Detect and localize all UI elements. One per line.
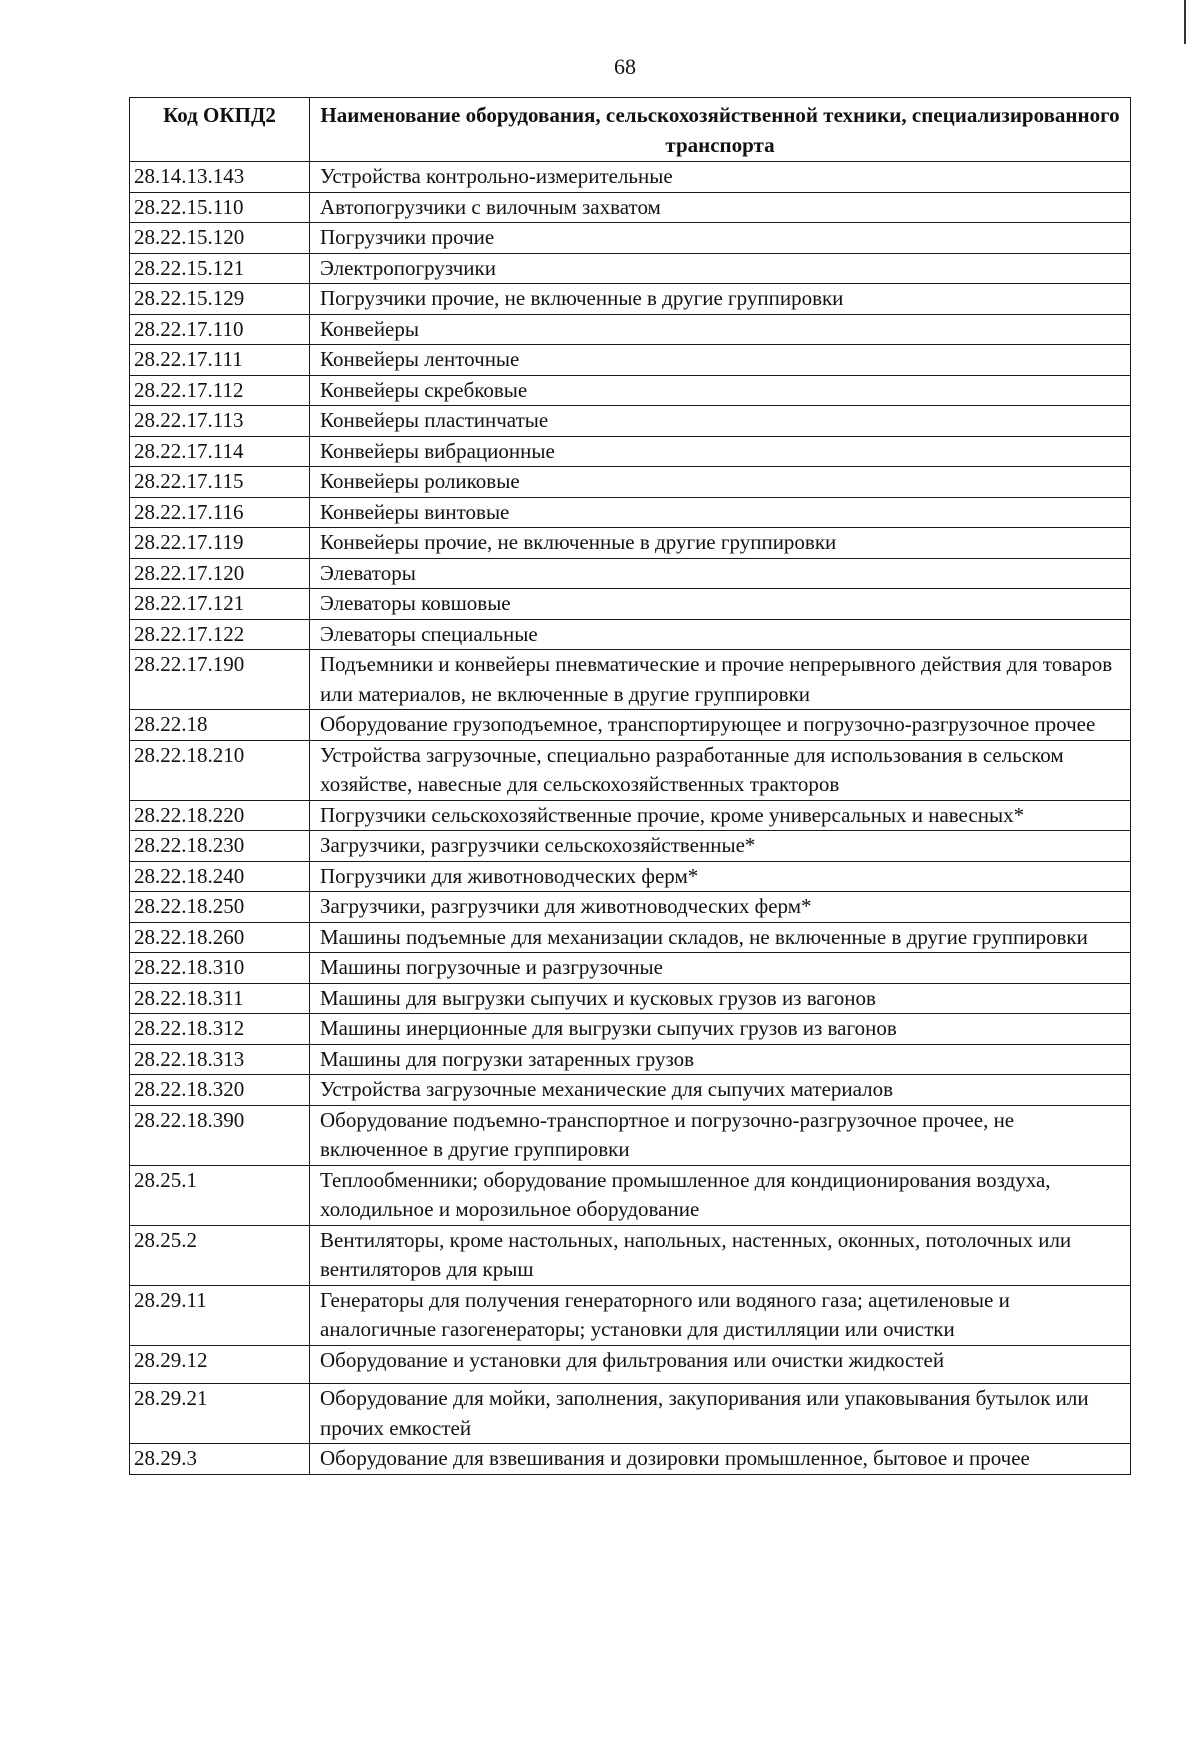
row-code: 28.22.18.230 bbox=[130, 831, 310, 862]
row-code: 28.22.17.116 bbox=[130, 497, 310, 528]
table-row bbox=[130, 1444, 1131, 1475]
row-name: Погрузчики сельскохозяйственные прочие, кроме универсальных и навесных* bbox=[310, 800, 1131, 831]
table-row bbox=[130, 861, 1131, 892]
row-code: 28.29.12 bbox=[130, 1345, 310, 1384]
row-name: Оборудование для взвешивания и дозировки промышленное, бытовое и прочее bbox=[310, 1444, 1131, 1475]
row-code: 28.22.17.114 bbox=[130, 436, 310, 467]
row-name: Устройства загрузочные, специально разработанные для использования в сельском хозяйстве, навесные для сельскохозяйственных тракторов bbox=[310, 740, 1131, 800]
table-row bbox=[130, 1044, 1131, 1075]
row-name: Устройства загрузочные механические для сыпучих материалов bbox=[310, 1075, 1131, 1106]
row-code: 28.22.17.122 bbox=[130, 619, 310, 650]
row-name: Конвейеры вибрационные bbox=[310, 436, 1131, 467]
row-code: 28.22.18 bbox=[130, 710, 310, 741]
table-row bbox=[130, 1105, 1131, 1165]
row-name: Вентиляторы, кроме настольных, напольных, настенных, оконных, потолочных или вентиляторов для крыш bbox=[310, 1225, 1131, 1285]
table-row bbox=[130, 192, 1131, 223]
row-code: 28.22.18.312 bbox=[130, 1014, 310, 1045]
row-code: 28.29.21 bbox=[130, 1384, 310, 1444]
row-code: 28.22.18.311 bbox=[130, 983, 310, 1014]
table-row bbox=[130, 467, 1131, 498]
row-name: Конвейеры скребковые bbox=[310, 375, 1131, 406]
table-row bbox=[130, 314, 1131, 345]
row-code: 28.22.17.119 bbox=[130, 528, 310, 559]
row-name: Оборудование грузоподъемное, транспортирующее и погрузочно-разгрузочное прочее bbox=[310, 710, 1131, 741]
table-row bbox=[130, 922, 1131, 953]
table-row bbox=[130, 1285, 1131, 1345]
equipment-table bbox=[129, 97, 1131, 1475]
row-name: Элеваторы специальные bbox=[310, 619, 1131, 650]
row-code: 28.25.1 bbox=[130, 1165, 310, 1225]
row-name: Загрузчики, разгрузчики для животноводческих ферм* bbox=[310, 892, 1131, 923]
row-name: Элеваторы ковшовые bbox=[310, 589, 1131, 620]
row-name: Оборудование для мойки, заполнения, закупоривания или упаковывания бутылок или прочих емкостей bbox=[310, 1384, 1131, 1444]
table-body bbox=[130, 162, 1131, 1475]
table-row bbox=[130, 1345, 1131, 1384]
row-code: 28.29.3 bbox=[130, 1444, 310, 1475]
row-code: 28.29.11 bbox=[130, 1285, 310, 1345]
row-name: Машины подъемные для механизации складов, не включенные в другие группировки bbox=[310, 922, 1131, 953]
row-name: Оборудование подъемно-транспортное и погрузочно-разгрузочное прочее, не включенное в другие группировки bbox=[310, 1105, 1131, 1165]
table-header bbox=[130, 98, 1131, 162]
table-row bbox=[130, 253, 1131, 284]
row-code: 28.22.18.313 bbox=[130, 1044, 310, 1075]
table-row bbox=[130, 528, 1131, 559]
row-name: Автопогрузчики с вилочным захватом bbox=[310, 192, 1131, 223]
row-name: Элеваторы bbox=[310, 558, 1131, 589]
table-row bbox=[130, 650, 1131, 710]
row-code: 28.22.17.115 bbox=[130, 467, 310, 498]
row-code: 28.22.18.390 bbox=[130, 1105, 310, 1165]
row-name: Конвейеры ленточные bbox=[310, 345, 1131, 376]
table-row bbox=[130, 345, 1131, 376]
table-row bbox=[130, 436, 1131, 467]
row-code: 28.22.17.121 bbox=[130, 589, 310, 620]
page-number: 68 bbox=[614, 54, 636, 79]
table-row bbox=[130, 1165, 1131, 1225]
table-row bbox=[130, 892, 1131, 923]
row-name: Погрузчики для животноводческих ферм* bbox=[310, 861, 1131, 892]
table-row bbox=[130, 710, 1131, 741]
header-code: Код ОКПД2 bbox=[130, 98, 310, 162]
row-code: 28.22.17.190 bbox=[130, 650, 310, 710]
header-name: Наименование оборудования, сельскохозяйственной техники, специализированного транспорта bbox=[310, 98, 1131, 162]
row-code: 28.22.18.320 bbox=[130, 1075, 310, 1106]
row-name: Подъемники и конвейеры пневматические и прочие непрерывного действия для товаров или материалов, не включенные в другие группировки bbox=[310, 650, 1131, 710]
row-name: Оборудование и установки для фильтрования или очистки жидкостей bbox=[310, 1345, 1131, 1384]
row-code: 28.22.18.240 bbox=[130, 861, 310, 892]
row-name: Конвейеры bbox=[310, 314, 1131, 345]
row-name: Погрузчики прочие, не включенные в другие группировки bbox=[310, 284, 1131, 315]
table-row bbox=[130, 406, 1131, 437]
scan-edge-mark bbox=[1184, 0, 1186, 44]
table-row bbox=[130, 619, 1131, 650]
row-code: 28.25.2 bbox=[130, 1225, 310, 1285]
row-code: 28.22.18.220 bbox=[130, 800, 310, 831]
header-row bbox=[130, 98, 1131, 162]
row-name: Погрузчики прочие bbox=[310, 223, 1131, 254]
table-row bbox=[130, 284, 1131, 315]
table-row bbox=[130, 375, 1131, 406]
row-name: Машины для погрузки затаренных грузов bbox=[310, 1044, 1131, 1075]
table-row bbox=[130, 831, 1131, 862]
row-code: 28.22.17.120 bbox=[130, 558, 310, 589]
row-name: Конвейеры роликовые bbox=[310, 467, 1131, 498]
row-code: 28.22.15.129 bbox=[130, 284, 310, 315]
row-code: 28.22.18.310 bbox=[130, 953, 310, 984]
row-code: 28.22.17.113 bbox=[130, 406, 310, 437]
table-row bbox=[130, 589, 1131, 620]
table-row bbox=[130, 953, 1131, 984]
row-code: 28.22.15.110 bbox=[130, 192, 310, 223]
row-name: Машины инерционные для выгрузки сыпучих грузов из вагонов bbox=[310, 1014, 1131, 1045]
row-name: Конвейеры пластинчатые bbox=[310, 406, 1131, 437]
row-name: Электропогрузчики bbox=[310, 253, 1131, 284]
table-row bbox=[130, 558, 1131, 589]
row-name: Машины погрузочные и разгрузочные bbox=[310, 953, 1131, 984]
table-row bbox=[130, 800, 1131, 831]
row-name: Генераторы для получения генераторного или водяного газа; ацетиленовые и аналогичные газогенераторы; установки для дистилляции или очистки bbox=[310, 1285, 1131, 1345]
table-row bbox=[130, 497, 1131, 528]
row-name: Теплообменники; оборудование промышленное для кондиционирования воздуха, холодильное и морозильное оборудование bbox=[310, 1165, 1131, 1225]
row-code: 28.22.17.112 bbox=[130, 375, 310, 406]
table-row bbox=[130, 740, 1131, 800]
table-row bbox=[130, 983, 1131, 1014]
table-row bbox=[130, 223, 1131, 254]
row-code: 28.22.17.111 bbox=[130, 345, 310, 376]
row-code: 28.22.18.250 bbox=[130, 892, 310, 923]
table-row bbox=[130, 1014, 1131, 1045]
row-code: 28.22.15.121 bbox=[130, 253, 310, 284]
row-code: 28.22.15.120 bbox=[130, 223, 310, 254]
row-name: Машины для выгрузки сыпучих и кусковых грузов из вагонов bbox=[310, 983, 1131, 1014]
table-row bbox=[130, 162, 1131, 193]
table-row bbox=[130, 1075, 1131, 1106]
row-code: 28.14.13.143 bbox=[130, 162, 310, 193]
row-code: 28.22.18.210 bbox=[130, 740, 310, 800]
row-name: Конвейеры прочие, не включенные в другие группировки bbox=[310, 528, 1131, 559]
row-name: Конвейеры винтовые bbox=[310, 497, 1131, 528]
table-row bbox=[130, 1225, 1131, 1285]
row-code: 28.22.17.110 bbox=[130, 314, 310, 345]
row-code: 28.22.18.260 bbox=[130, 922, 310, 953]
table-row bbox=[130, 1384, 1131, 1444]
row-name: Загрузчики, разгрузчики сельскохозяйственные* bbox=[310, 831, 1131, 862]
row-name: Устройства контрольно-измерительные bbox=[310, 162, 1131, 193]
